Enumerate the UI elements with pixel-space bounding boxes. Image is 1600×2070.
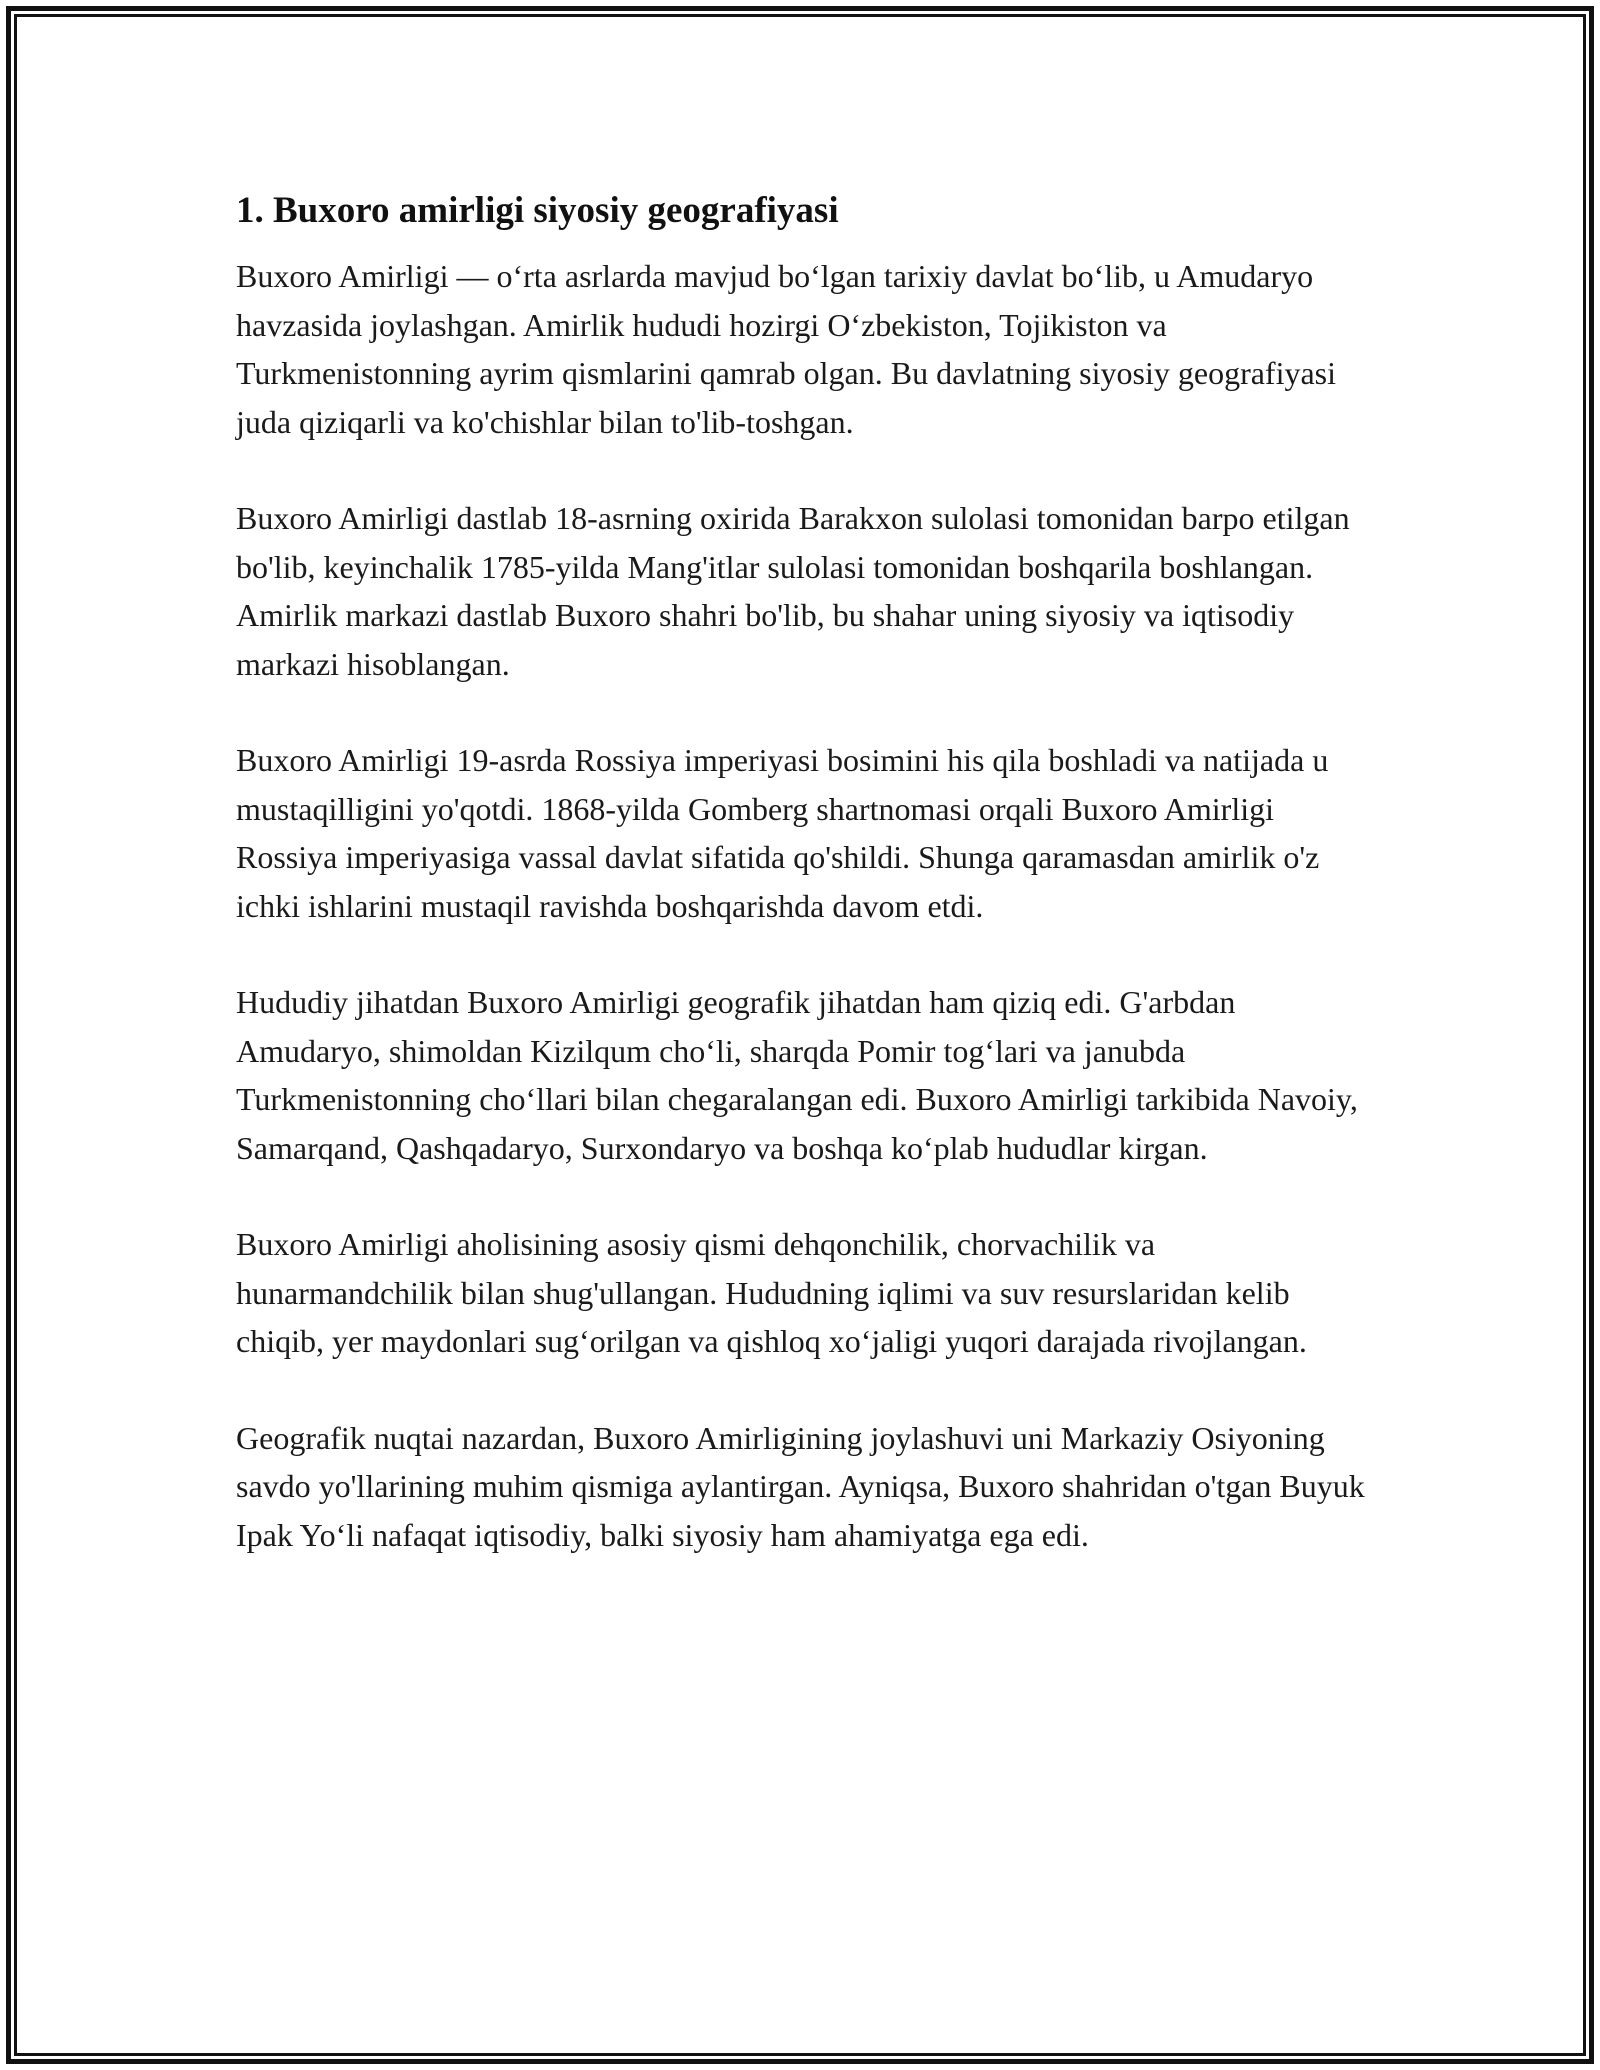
- paragraph-2: Buxoro Amirligi dastlab 18-asrning oxirida Barakxon sulolasi tomonidan barpo etilgan bo'lib, keyinchalik 1785-yilda Mang'itlar sulolasi tomonidan boshqarila boshlangan. Amirlik markazi dastlab Buxoro shahri bo'lib, bu shahar uning siyosiy va iqtisodiy markazi hisoblangan.: [236, 500, 1350, 682]
- paragraph-6: Geografik nuqtai nazardan, Buxoro Amirligining joylashuvi uni Markaziy Osiyoning savdo yo'llarining muhim qismiga aylantirgan. Ayniqsa, Buxoro shahridan o'tgan Buyuk Ipak Yo‘li nafaqat iqtisodiy, balki siyosiy ham ahamiyatga ega edi.: [236, 1419, 1365, 1553]
- paragraph-3: Buxoro Amirligi 19-asrda Rossiya imperiyasi bosimini his qila boshladi va natijada u mustaqilligini yo'qotdi. 1868-yilda Gomberg shartnomasi orqali Buxoro Amirligi Rossiya imperiyasiga vassal davlat sifatida qo'shildi. Shunga qaramasdan amirlik o'z ichki ishlarini mustaqil ravishda boshqarishda davom etdi.: [236, 742, 1329, 924]
- paragraph-1: Buxoro Amirligi — o‘rta asrlarda mavjud bo‘lgan tarixiy davlat bo‘lib, u Amudaryo havzasida joylashgan. Amirlik hududi hozirgi O‘zbekiston, Tojikiston va Turkmenistonning ayrim qismlarini qamrab olgan. Bu davlatning siyosiy geografiyasi juda qiziqarli va ko'chishlar bilan to'lib-toshgan.: [236, 258, 1337, 440]
- paragraph-5: Buxoro Amirligi aholisining asosiy qismi dehqonchilik, chorvachilik va hunarmandchilik bilan shug'ullangan. Hududning iqlimi va suv resurslaridan kelib chiqib, yer maydonlari sug‘orilgan va qishloq xo‘jaligi yuqori darajada rivojlangan.: [236, 1226, 1307, 1359]
- section-heading: 1. Buxoro amirligi siyosiy geografiyasi: [236, 190, 839, 231]
- document-body: [236, 186, 1376, 1559]
- paragraph-4: Hududiy jihatdan Buxoro Amirligi geografik jihatdan ham qiziq edi. G'arbdan Amudaryo, shimoldan Kizilqum cho‘li, sharqda Pomir tog‘lari va janubda Turkmenistonning cho‘llari bilan chegaralangan edi. Buxoro Amirligi tarkibida Navoiy, Samarqand, Qashqadaryo, Surxondaryo va boshqa ko‘plab hududlar kirgan.: [236, 984, 1358, 1166]
